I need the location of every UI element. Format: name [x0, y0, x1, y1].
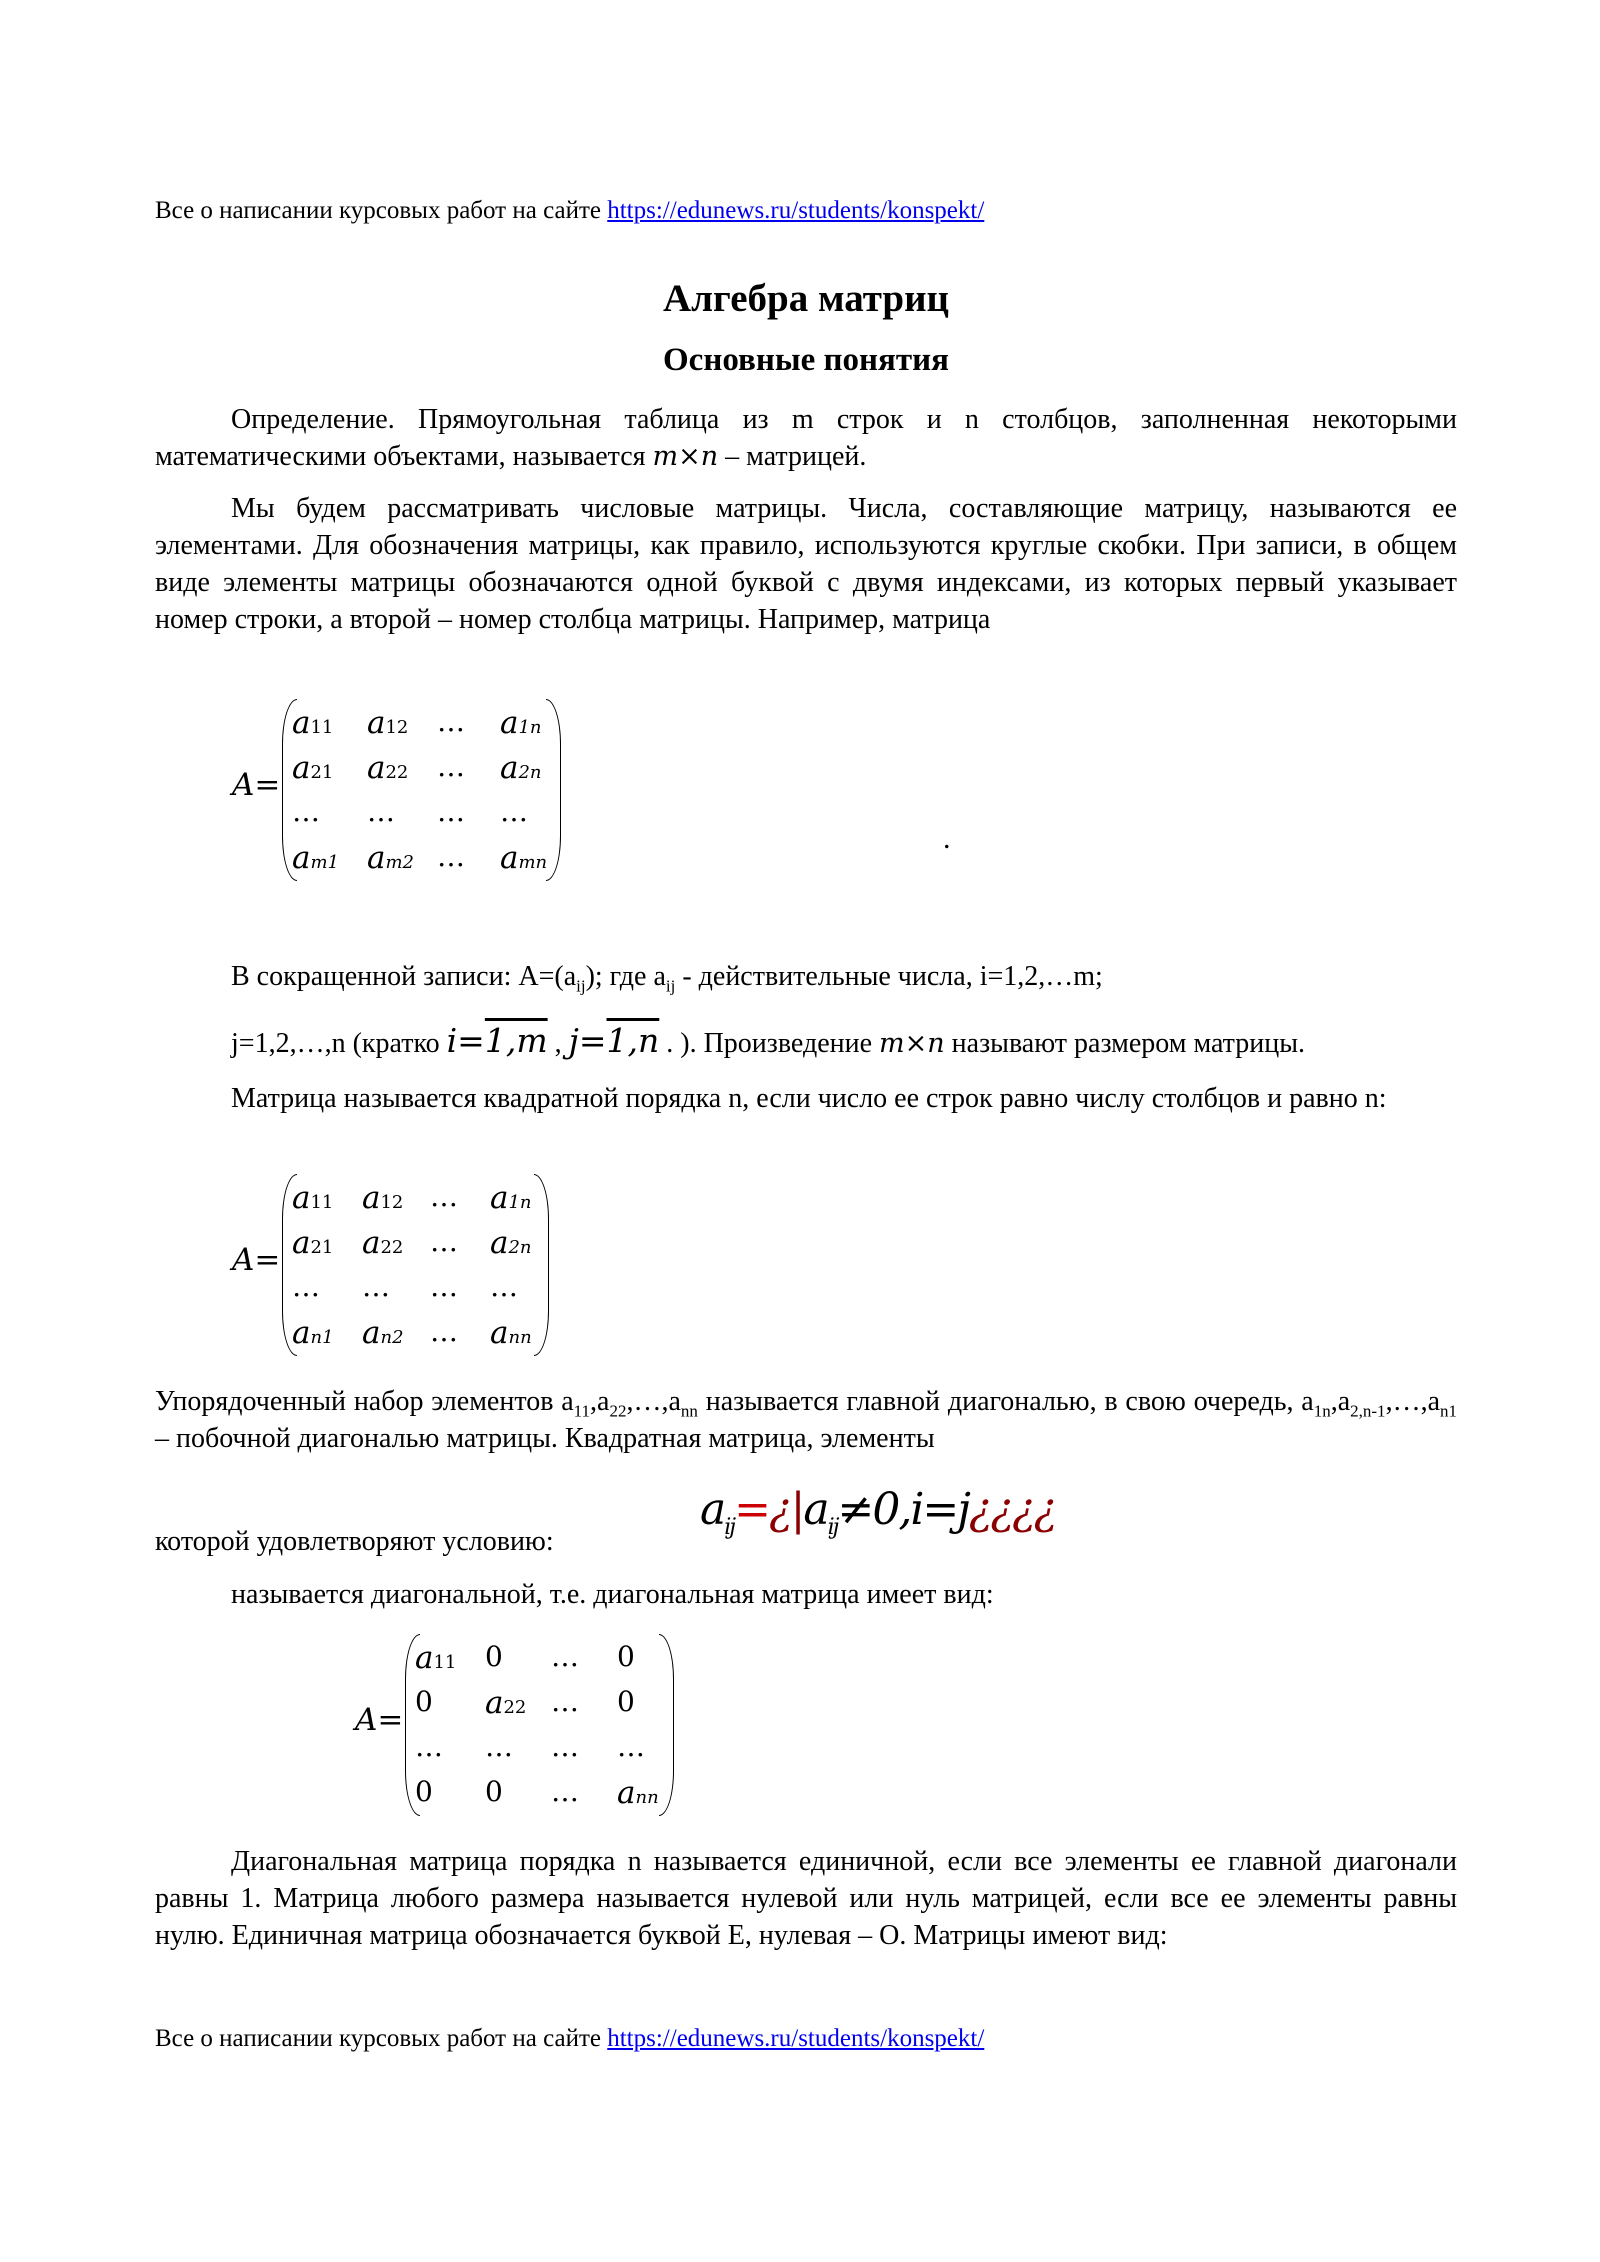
matrix-lhs: A= [355, 1702, 404, 1738]
square-matrix-text: Матрица называется квадратной порядка n, если число ее строк равно числу столбцов и равно n: [231, 1083, 1387, 1114]
header-text: Все о написании курсовых работ на сайте [155, 197, 608, 224]
matrix-cell: … [551, 1730, 579, 1763]
matrix-cell: … [362, 1270, 390, 1303]
elements-paragraph [155, 490, 1457, 638]
definition-paragraph [155, 401, 1457, 475]
matrix-cell: a22 [485, 1685, 527, 1721]
condition-formula: $a_{ij}=¿|a_{ij}\ne 0,i=j¿¿¿¿$ [700, 1484, 1056, 1540]
matrix-cell: a11 [415, 1640, 457, 1676]
definition-tail: – матрицей. [718, 441, 867, 472]
matrix-cell: … [437, 795, 465, 828]
elements-text: Мы будем рассматривать числовые матрицы. Числа, составляющие матрицу, называются ее элементами. Для обозначения матрицы, как правило, используются круглые скобки. При записи, в общем виде элементы матрицы обозначаются одной буквой с двумя индексами, из которых первый указывает номер строки, а второй – номер столбца матрицы. Например, матрица [155, 493, 1457, 635]
matrix-cell: a11 [292, 705, 334, 741]
matrix-cell: … [292, 795, 320, 828]
page-title: Алгебра матриц [662, 277, 950, 320]
matrix-cell: a1n [490, 1180, 532, 1216]
matrix-cell: … [551, 1685, 579, 1718]
matrix-cell: ann [490, 1315, 532, 1351]
matrix-cell: ann [617, 1775, 659, 1811]
matrix-cell: 0 [485, 1775, 503, 1808]
size-formula: m×n [652, 441, 719, 472]
right-paren [659, 1634, 674, 1816]
matrix-cell: am1 [292, 840, 340, 876]
matrix-cell: a22 [367, 750, 409, 786]
footer-line [155, 2024, 984, 2054]
header-line [155, 196, 984, 226]
matrix-lhs: A= [232, 767, 281, 803]
matrix-cell: … [485, 1730, 513, 1763]
matrix-cell: … [437, 705, 465, 738]
short-notation-line: В сокращенной записи: $A=(a_{ij})$; где $a_{ij}$ - действительные числа, i=1,2,…m; [231, 961, 1103, 996]
i-range-formula: i= [446, 1021, 485, 1060]
matrix-cell: a2n [490, 1225, 532, 1261]
header-link[interactable]: https://edunews.ru/students/konspekt/ [607, 197, 985, 224]
matrix-cell: … [500, 795, 528, 828]
matrix-cell: 0 [415, 1775, 433, 1808]
index-range-line: j=1,2,…,n (кратко i=1,m , j=1,n . ). Произведение m×n называют размером матрицы. [231, 1021, 1306, 1060]
diagonal-matrix [355, 1630, 685, 1820]
matrix-cell: … [430, 1315, 458, 1348]
matrix-cell: an1 [292, 1315, 334, 1351]
matrix-cell: … [437, 750, 465, 783]
square-matrix [232, 1170, 562, 1360]
matrix-cell: a2n [500, 750, 542, 786]
matrix-cell: … [367, 795, 395, 828]
matrix-cell: amn [500, 840, 548, 876]
right-paren [546, 699, 561, 881]
matrix-cell: a12 [367, 705, 409, 741]
matrix-cell: … [415, 1730, 443, 1763]
matrix-cell: a11 [292, 1180, 334, 1216]
matrix-cell: … [292, 1270, 320, 1303]
matrix-cell: 0 [415, 1685, 433, 1718]
matrix-cell: … [430, 1270, 458, 1303]
diagonal-definition-line: называется диагональной, т.е. диагональная матрица имеет вид: [231, 1579, 994, 1610]
identity-text: Диагональная матрица порядка n называется единичной, если все элементы ее главной диагонали равны 1. Матрица любого размера называется нулевой или нуль матрицей, если все ее элементы равны нулю. Единичная матрица обозначается буквой E, нулевая – O. Матрицы имеют вид: [155, 1846, 1457, 1951]
matrix-cell: 0 [617, 1685, 635, 1718]
matrix-cell: … [617, 1730, 645, 1763]
matrix-cell: … [551, 1775, 579, 1808]
matrix-cell: am2 [367, 840, 415, 876]
identity-paragraph [155, 1843, 1457, 1954]
square-matrix-paragraph [155, 1080, 1457, 1117]
matrix-cell: a22 [362, 1225, 404, 1261]
footer-link[interactable]: https://edunews.ru/students/konspekt/ [607, 2025, 985, 2052]
matrix-cell: a21 [292, 1225, 334, 1261]
matrix-cell: a1n [500, 705, 542, 741]
stray-dot: . [943, 822, 951, 855]
product-formula: m×n [879, 1028, 945, 1059]
matrix-cell: … [437, 840, 465, 873]
general-matrix [232, 695, 562, 885]
condition-lead-line: которой удовлетворяют условию: [155, 1526, 554, 1557]
matrix-cell: … [551, 1640, 579, 1673]
matrix-cell: … [490, 1270, 518, 1303]
section-title: Основные понятия [663, 342, 949, 378]
matrix-lhs: A= [232, 1242, 281, 1278]
diagonal-paragraph: Упорядоченный набор элементов $a_{11},a_{22},\dots,a_{nn}$ называется главной диагональю, в свою очередь, $a_{1n},a_{2,n-1},\dots,a_{n1}$ – побочной диагональю матрицы. Квадратная матрица, элементы [155, 1386, 1457, 1454]
j-range-formula: j= [568, 1021, 607, 1060]
matrix-cell: … [430, 1180, 458, 1213]
matrix-cell: 0 [617, 1640, 635, 1673]
matrix-cell: 0 [485, 1640, 503, 1673]
matrix-cell: a12 [362, 1180, 404, 1216]
matrix-cell: a21 [292, 750, 334, 786]
matrix-cell: an2 [362, 1315, 404, 1351]
matrix-cell: … [430, 1225, 458, 1258]
definition-text: Определение. Прямоугольная таблица из m строк и n столбцов, заполненная некоторыми математическими объектами, называется [155, 404, 1457, 472]
footer-text: Все о написании курсовых работ на сайте [155, 2025, 608, 2052]
right-paren [534, 1174, 549, 1356]
